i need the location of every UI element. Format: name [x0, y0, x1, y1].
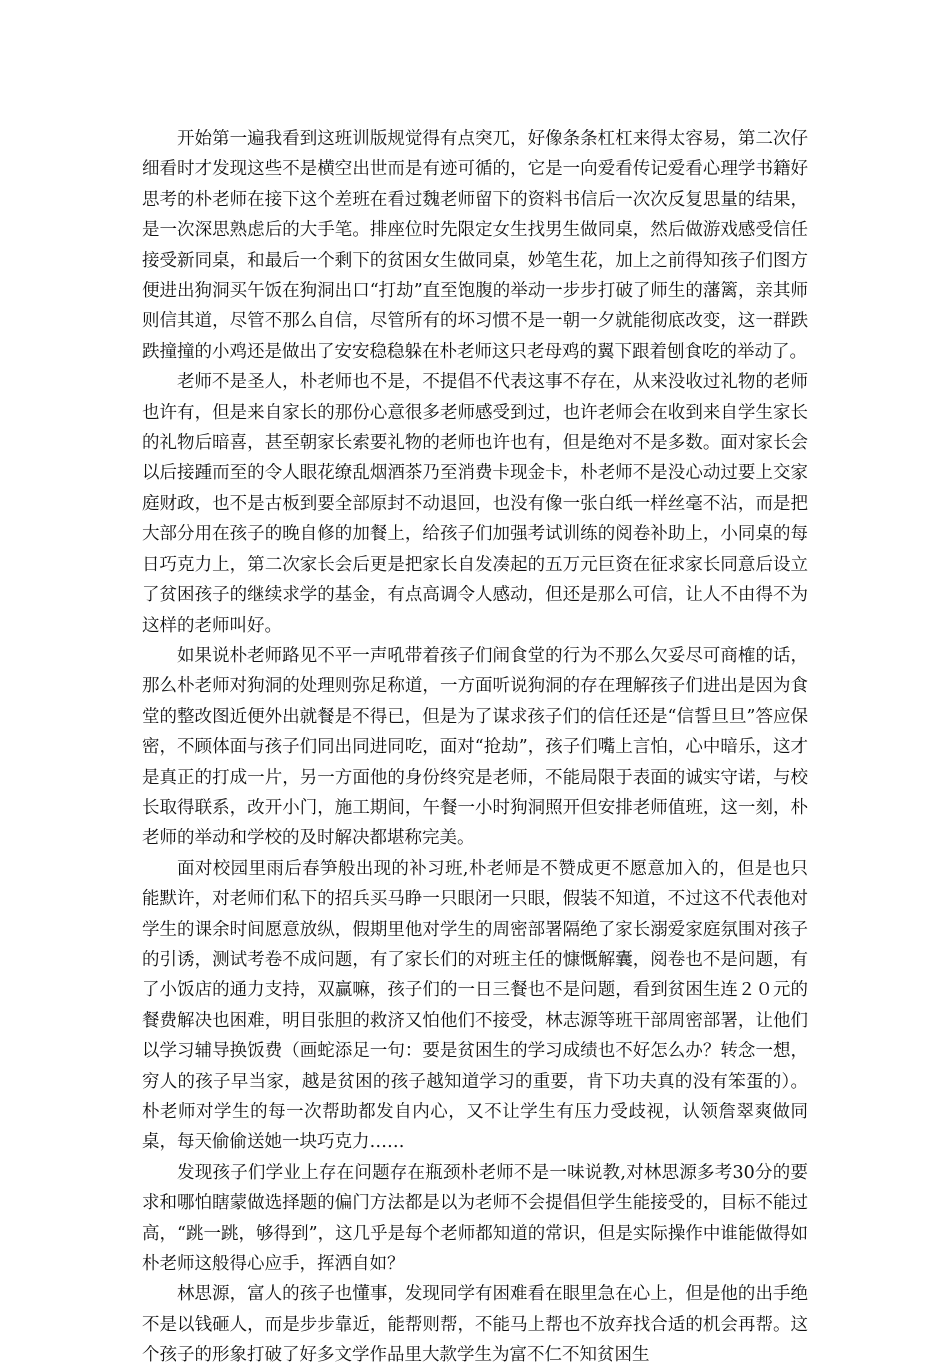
document-body	[142, 124, 808, 1371]
paragraph-1: 开始第一遍我看到这班训版规觉得有点突兀，好像条条杠杠来得太容易，第二次仔细看时才发现这些不是横空出世而是有迹可循的，它是一向爱看传记爱看心理学书籍好思考的朴老师在接下这个差班在看过魏老师留下的资料书信后一次次反复思量的结果，是一次深思熟虑后的大手笔。排座位时先限定女生找男生做同桌，然后做游戏感受信任接受新同桌，和最后一个剩下的贫困女生做同桌，妙笔生花，加上之前得知孩子们图方便进出狗洞买午饭在狗洞出口“打劫”直至饱腹的举动一步步打破了师生的藩篱，亲其师则信其道，尽管不那么自信，尽管所有的坏习惯不是一朝一夕就能彻底改变，这一群跌跌撞撞的小鸡还是做出了安安稳稳躲在朴老师这只老母鸡的翼下跟着刨食吃的举动了。	[142, 129, 808, 362]
paragraph-2: 老师不是圣人，朴老师也不是，不提倡不代表这事不存在，从来没收过礼物的老师也许有，但是来自家长的那份心意很多老师感受到过，也许老师会在收到来自学生家长的礼物后暗喜，甚至朝家长索要礼物的老师也许也有，但是绝对不是多数。面对家长会以后接踵而至的令人眼花缭乱烟酒茶乃至消费卡现金卡，朴老师不是没心动过要上交家庭财政，也不是古板到要全部原封不动退回，也没有像一张白纸一样丝毫不沾，而是把大部分用在孩子的晚自修的加餐上，给孩子们加强考试训练的阅卷补助上，小同桌的每日巧克力上，第二次家长会后更是把家长自发凑起的五万元巨资在征求家长同意后设立了贫困孩子的继续求学的基金，有点高调令人感动，但还是那么可信，让人不由得不为这样的老师叫好。	[142, 372, 808, 636]
paragraph-4: 面对校园里雨后春笋般出现的补习班,朴老师是不赞成更不愿意加入的，但是也只能默许，对老师们私下的招兵买马睁一只眼闭一只眼，假装不知道，不过这不代表他对学生的课余时间愿意放纵，假期里他对学生的周密部署隔绝了家长溺爱家庭氛围对孩子的引诱，测试考卷不成问题，有了家长们的对班主任的慷慨解囊，阅卷也不是问题，有了小饭店的通力支持，双赢嘛，孩子们的一日三餐也不是问题，看到贫困生连２０元的餐费解决也困难，明目张胆的救济又怕他们不接受，林志源等班干部周密部署，让他们以学习辅导换饭费（画蛇添足一句：要是贫困生的学习成绩也不好怎么办？转念一想，穷人的孩子早当家，越是贫困的孩子越知道学习的重要，肯下功夫真的没有笨蛋的）。朴老师对学生的每一次帮助都发自内心，又不让学生有压力受歧视，认领詹翠爽做同桌，每天偷偷送她一块巧克力……	[142, 858, 808, 1153]
paragraph-6: 林思源，富人的孩子也懂事，发现同学有困难看在眼里急在心上，但是他的出手绝不是以钱砸人，而是步步靠近，能帮则帮，不能马上帮也不放弃找合适的机会再帮。这个孩子的形象打破了好多文学作品里大款学生为富不仁不知贫困生	[142, 1284, 808, 1366]
paragraph-5: 发现孩子们学业上存在问题存在瓶颈朴老师不是一味说教,对林思源多考30分的要求和哪怕瞎蒙做选择题的偏门方法都是以为老师不会提倡但学生能接受的，目标不能过高，“跳一跳，够得到”，这几乎是每个老师都知道的常识，但是实际操作中谁能做得如朴老师这般得心应手，挥洒自如？	[142, 1162, 808, 1275]
paragraph-3: 如果说朴老师路见不平一声吼带着孩子们闹食堂的行为不那么欠妥尽可商榷的话，那么朴老师对狗洞的处理则弥足称道，一方面听说狗洞的存在理解孩子们进出是因为食堂的整改图近便外出就餐是不得已，但是为了谋求孩子们的信任还是“信誓旦旦”答应保密，不顾体面与孩子们同出同进同吃，面对“抢劫”，孩子们嘴上言怕，心中暗乐，这才是真正的打成一片，另一方面他的身份终究是老师，不能局限于表面的诚实守诺，与校长取得联系，改开小门，施工期间，午餐一小时狗洞照开但安排老师值班，这一刻，朴老师的举动和学校的及时解决都堪称完美。	[142, 645, 808, 849]
